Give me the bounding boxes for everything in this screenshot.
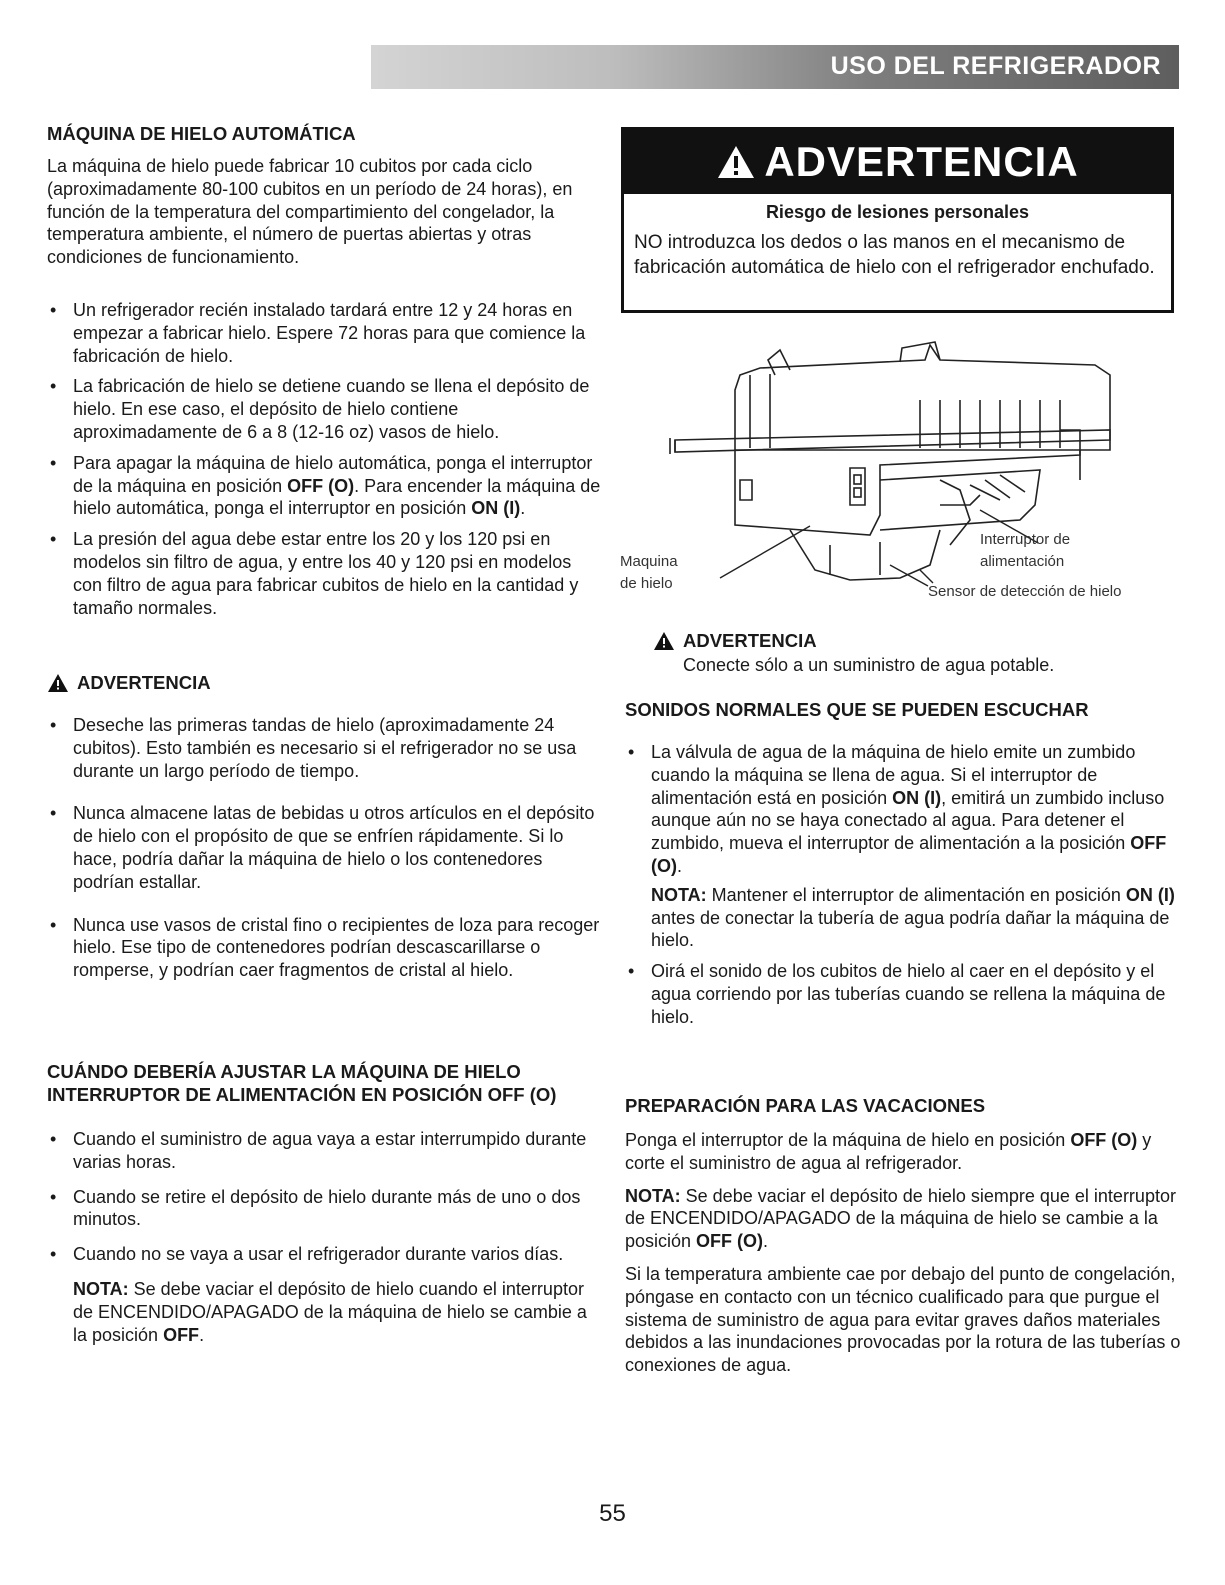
when-off-bullets xyxy=(47,1128,602,1266)
list-item: • Un refrigerador recién instalado tardará entre 12 y 24 horas en empezar a fabricar hielo. Espere 72 horas para que comience la fabricación de hielo. xyxy=(50,299,586,366)
ice-maker-section xyxy=(47,122,602,619)
sounds-note: NOTA: Mantener el interruptor de alimentación en posición ON (I) antes de conectar la tubería de agua podría dañar la máquina de hielo. xyxy=(651,884,1175,951)
ice-maker-bullets xyxy=(47,299,602,619)
label-power-switch-2: alimentación xyxy=(980,553,1065,570)
vacation-section xyxy=(625,1094,1185,1377)
vacation-heading: PREPARACIÓN PARA LAS VACACIONES xyxy=(625,1095,986,1116)
list-item: • Oirá el sonido de los cubitos de hielo al caer en el depósito y el agua corriendo por las tuberías cuando se rellena la máquina de hielo. xyxy=(628,961,1166,1027)
sounds-heading: SONIDOS NORMALES QUE SE PUEDEN ESCUCHAR xyxy=(625,699,1089,720)
list-item: • Deseche las primeras tandas de hielo (aproximadamente 24 cubitos). Esto también es necesario si el refrigerador no se usa durante un largo período de tiempo. xyxy=(50,715,577,781)
vacation-p3: Si la temperatura ambiente cae por debajo del punto de congelación, póngase en contacto con un técnico cualificado para que purgue el sistema de suministro de agua para evitar graves daños materiales debidos a las inundaciones provocadas por la rotura de las tuberías o conexiones de agua. xyxy=(625,1263,1181,1376)
label-power-switch-1: Interruptor de xyxy=(980,531,1071,548)
warning-box-text: NO introduzca los dedos o las manos en el mecanismo de fabricación automática de hielo con el refrigerador enchufado. xyxy=(634,232,1155,278)
when-off-section xyxy=(47,1060,602,1346)
warning-left-title: ADVERTENCIA xyxy=(47,672,602,694)
label-ice-maker-2: de hielo xyxy=(620,575,673,592)
list-item: • Nunca use vasos de cristal fino o recipientes de loza para recoger hielo. Ese tipo de contenedores podrían descascarillarse o romperse, y podrían caer fragmentos de cristal al hielo. xyxy=(50,914,600,981)
sounds-section xyxy=(625,698,1185,1029)
list-item: • Cuando no se vaya a usar el refrigerador durante varios días. xyxy=(50,1244,564,1265)
when-off-heading-2: INTERRUPTOR DE ALIMENTACIÓN EN POSICIÓN OFF (O) xyxy=(47,1084,557,1105)
warning-triangle-icon xyxy=(716,144,756,180)
when-off-heading-1: CUÁNDO DEBERÍA AJUSTAR LA MÁQUINA DE HIELO xyxy=(47,1061,521,1082)
list-item: • Nunca almacene latas de bebidas u otros artículos en el depósito de hielo con el propósito de que se enfríen rápidamente. Si lo hace, podría dañar la máquina de hielo o los contenedores podrían estallar. xyxy=(50,803,595,892)
vacation-p1: Ponga el interruptor de la máquina de hielo en posición OFF (O) y corte el suministro de agua al refrigerador. xyxy=(625,1130,1152,1173)
warning-box-header: ADVERTENCIA xyxy=(624,130,1171,194)
warning-left-section xyxy=(47,672,602,982)
warning-right-title: ADVERTENCIA xyxy=(653,630,1173,652)
list-item: • Cuando se retire el depósito de hielo durante más de uno o dos minutos. xyxy=(50,1186,581,1230)
section-title: USO DEL REFRIGERADOR xyxy=(830,52,1161,80)
vacation-note: NOTA: Se debe vaciar el depósito de hielo siempre que el interruptor de ENCENDIDO/APAGADO de la máquina de hielo se cambie a la posición OFF (O). xyxy=(625,1185,1176,1252)
warning-box xyxy=(621,127,1174,313)
warning-triangle-icon xyxy=(47,673,69,693)
sounds-bullets-2 xyxy=(625,960,1185,1028)
page-number: 55 xyxy=(599,1500,626,1527)
ice-maker-illustration xyxy=(640,330,1175,620)
section-header-bar xyxy=(371,45,1179,89)
warning-right-text: Conecte sólo a un suministro de agua potable. xyxy=(683,655,1055,675)
when-off-note: NOTA: Se debe vaciar el depósito de hielo cuando el interruptor de ENCENDIDO/APAGADO de la máquina de hielo se cambie a la posición OFF. xyxy=(73,1278,587,1345)
sounds-bullets xyxy=(625,741,1185,878)
ice-maker-heading: MÁQUINA DE HIELO AUTOMÁTICA xyxy=(47,123,356,144)
list-item: • La fabricación de hielo se detiene cuando se llena el depósito de hielo. En ese caso, el depósito de hielo contiene aproximadamente de 6 a 8 (12-16 oz) vasos de hielo. xyxy=(50,376,590,442)
list-item: • La presión del agua debe estar entre los 20 y los 120 psi en modelos sin filtro de agua, y entre los 40 y 120 psi en modelos con filtro de agua para fabricar cubitos de hielo en la cantidad y tamaño normales. xyxy=(50,529,579,618)
list-item: • Cuando el suministro de agua vaya a estar interrumpido durante varias horas. xyxy=(50,1129,587,1172)
list-item: • Para apagar la máquina de hielo automática, ponga el interruptor de la máquina en posición OFF (O). Para encender la máquina de hielo automática, ponga el interruptor en posición ON (I). xyxy=(50,452,601,519)
warning-right-section xyxy=(653,630,1173,677)
ice-maker-intro: La máquina de hielo puede fabricar 10 cubitos por cada ciclo (aproximadamente 80-100 cubitos en un período de 24 horas), en función de la temperatura del compartimiento del congelador, la temperatura ambiente, el número de puertas abiertas y otras condiciones de funcionamiento. xyxy=(47,156,573,268)
ice-maker-diagram xyxy=(620,330,1175,620)
warning-left-bullets xyxy=(47,714,602,982)
list-item: • La válvula de agua de la máquina de hielo emite un zumbido cuando la máquina se llena de agua. Si el interruptor de alimentación está en posición ON (I), emitirá un zumbido incluso aunque aún no se haya conectado al agua. Para detener el zumbido, mueva el interruptor de alimentación a la posición OFF (O). xyxy=(628,742,1167,876)
label-ice-maker-1: Maquina xyxy=(620,553,678,570)
warning-triangle-icon xyxy=(653,631,675,651)
warning-box-subtitle: Riesgo de lesiones personales xyxy=(765,202,1030,222)
label-ice-sensor: Sensor de detección de hielo xyxy=(928,583,1122,600)
